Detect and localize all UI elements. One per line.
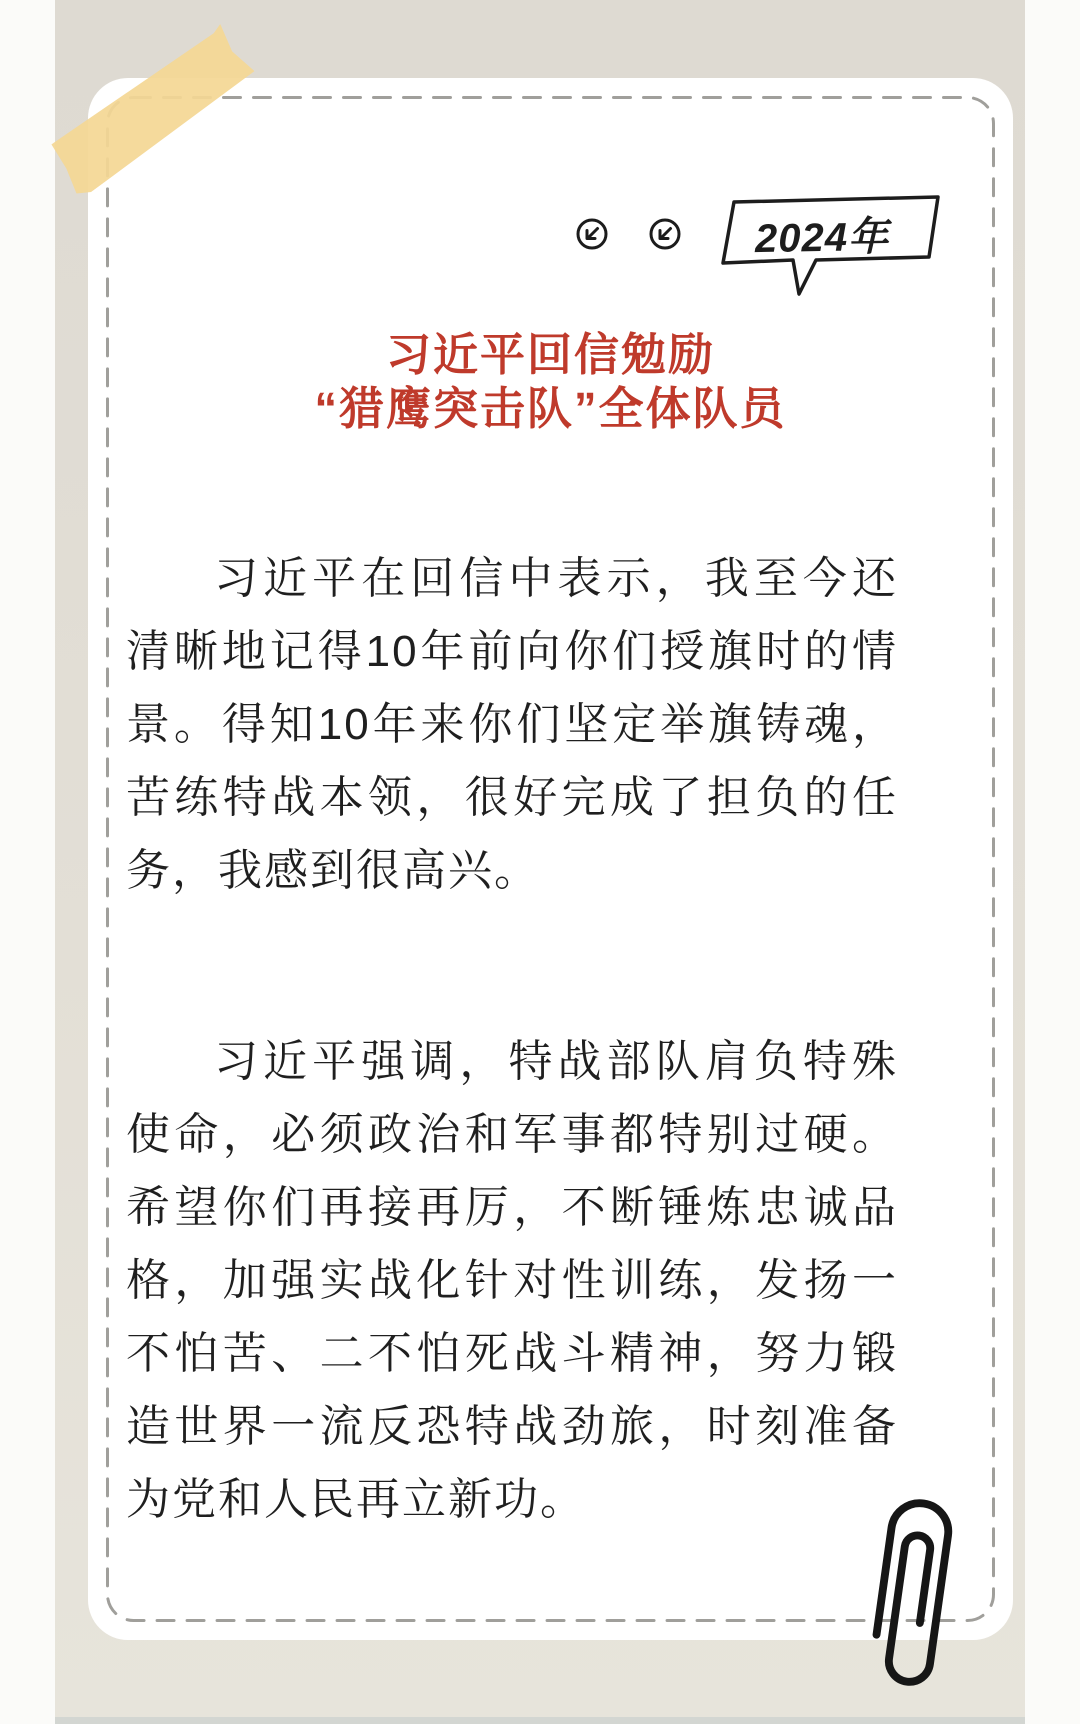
year-bubble xyxy=(708,194,948,304)
title-line-2: “猎鹰突击队”全体队员 xyxy=(314,383,787,434)
bottom-edge-strip xyxy=(55,1717,1025,1724)
arrow-down-left-icon xyxy=(648,217,682,251)
article-body xyxy=(126,542,898,1654)
paragraph-2: 习近平强调，特战部队肩负特殊使命，必须政治和军事都特别过硬。希望你们再接再厉，不断锤炼忠诚品格，加强实战化针对性训练，发扬一不怕苦、二不怕死战斗精神，努力锻造世界一流反恐特战劲旅，时刻准备为党和人民再立新功。 xyxy=(126,1037,898,1524)
article-title xyxy=(88,328,1013,436)
arrow-down-left-icon xyxy=(575,217,609,251)
year-label: 2024年 xyxy=(754,214,890,262)
letter-card xyxy=(88,78,1013,1640)
paragraph-1: 习近平在回信中表示，我至今还清晰地记得10年前向你们授旗时的情景。得知10年来你们坚定举旗铸魂，苦练特战本领，很好完成了担负的任务，我感到很高兴。 xyxy=(126,554,898,895)
title-line-1: 习近平回信勉励 xyxy=(385,329,715,380)
